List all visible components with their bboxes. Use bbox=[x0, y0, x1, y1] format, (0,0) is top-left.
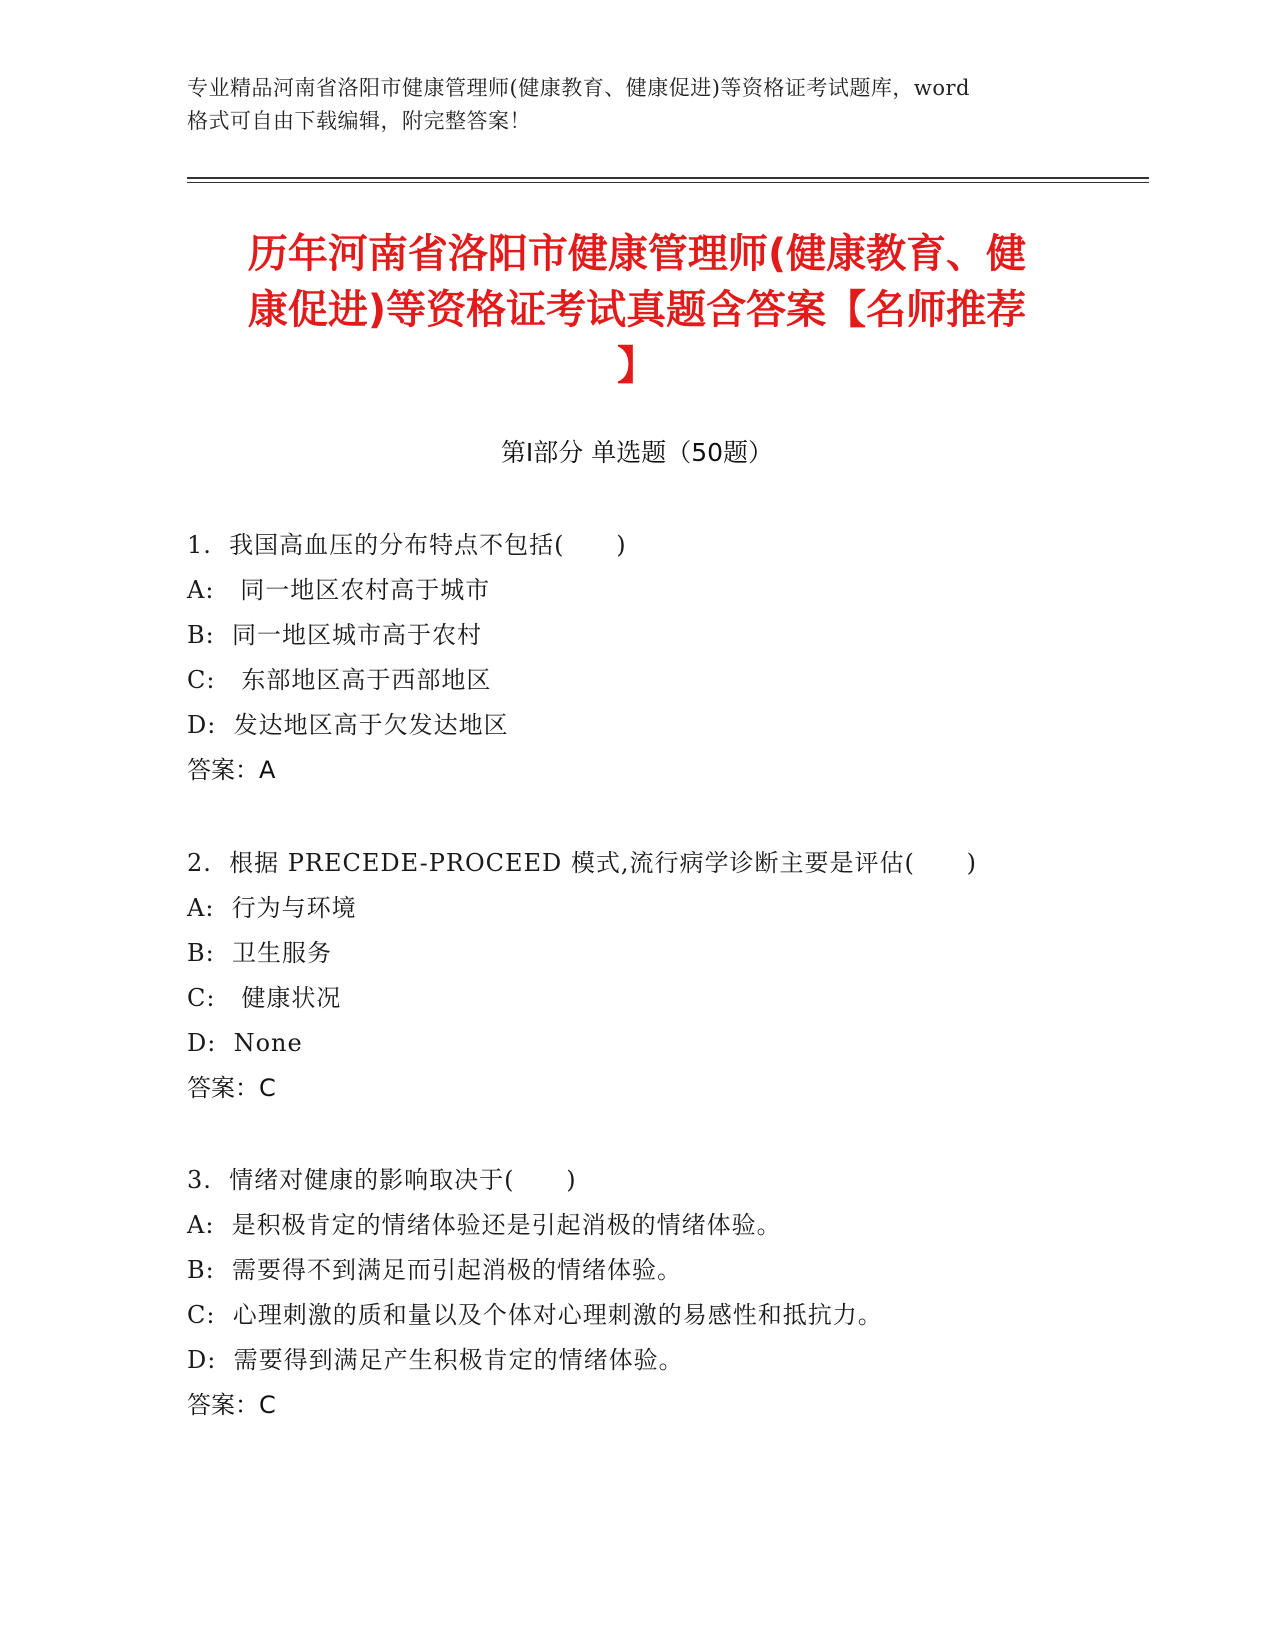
option-b: B: 同一地区城市高于农村 bbox=[187, 621, 482, 649]
option-c: C: 健康状况 bbox=[187, 984, 342, 1012]
title-line-1: 历年河南省洛阳市健康管理师(健康教育、健 bbox=[247, 231, 1027, 277]
answer: 答案：C bbox=[187, 1074, 276, 1102]
option-a: A: 同一地区农村高于城市 bbox=[187, 576, 491, 604]
question-1 bbox=[187, 523, 1147, 793]
answer: 答案：C bbox=[187, 1391, 276, 1419]
option-a: A: 是积极肯定的情绪体验还是引起消极的情绪体验。 bbox=[187, 1211, 782, 1239]
intro-text bbox=[187, 72, 1087, 138]
question-stem: 1. 我国高血压的分布特点不包括( ) bbox=[187, 531, 627, 559]
option-b: B: 卫生服务 bbox=[187, 939, 332, 967]
title-line-2: 康促进)等资格证考试真题含答案【名师推荐 bbox=[247, 287, 1027, 333]
question-2 bbox=[187, 841, 1147, 1111]
header-divider-thick bbox=[187, 177, 1149, 179]
question-3 bbox=[187, 1158, 1147, 1428]
intro-line-2: 格式可自由下载编辑，附完整答案！ bbox=[187, 109, 531, 133]
option-d: D: 发达地区高于欠发达地区 bbox=[187, 711, 509, 739]
option-c: C: 东部地区高于西部地区 bbox=[187, 666, 492, 694]
option-c: C: 心理刺激的质和量以及个体对心理刺激的易感性和抵抗力。 bbox=[187, 1301, 883, 1329]
option-d: D: None bbox=[187, 1029, 303, 1057]
question-stem: 2. 根据 PRECEDE-PROCEED 模式,流行病学诊断主要是评估( ) bbox=[187, 849, 978, 877]
question-stem: 3. 情绪对健康的影响取决于( ) bbox=[187, 1166, 577, 1194]
answer: 答案：A bbox=[187, 756, 276, 784]
option-d: D: 需要得到满足产生积极肯定的情绪体验。 bbox=[187, 1346, 684, 1374]
section-title: 第Ⅰ部分 单选题（50题） bbox=[500, 438, 774, 467]
title-line-3: 】 bbox=[617, 343, 657, 389]
intro-line-1: 专业精品河南省洛阳市健康管理师(健康教育、健康促进)等资格证考试题库，word bbox=[187, 76, 970, 100]
header-divider-thin bbox=[187, 182, 1149, 183]
option-a: A: 行为与环境 bbox=[187, 894, 357, 922]
option-b: B: 需要得不到满足而引起消极的情绪体验。 bbox=[187, 1256, 682, 1284]
document-title bbox=[187, 226, 1087, 394]
